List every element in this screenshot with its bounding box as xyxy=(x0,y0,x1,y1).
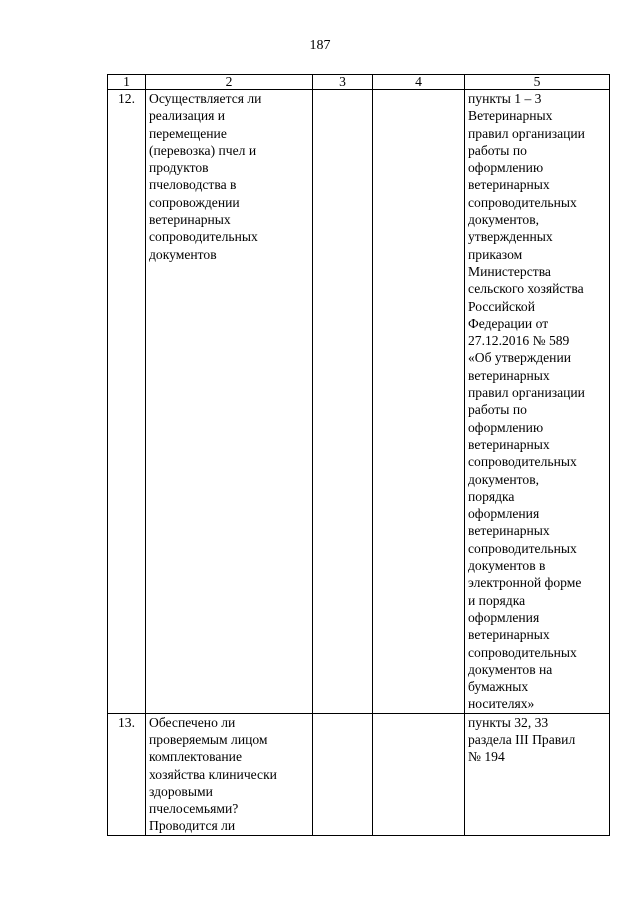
answer-cell-3 xyxy=(313,90,373,714)
legal-reference: пункты 1 – 3 Ветеринарных правил организации работы по оформлению ветеринарных сопроводительных документов, утвержденных приказом Министерства сельского хозяйства Российской Федерации от 27.12.2016 № 589 «Об утверждении ветеринарных правил организации работы по оформлению ветеринарных сопроводительных документов, порядка оформления ветеринарных сопроводительных документов в электронной форме и порядка оформления ветеринарных сопроводительных документов на бумажных носителях» xyxy=(465,90,610,714)
row-number: 13. xyxy=(108,713,146,835)
checklist-table xyxy=(107,74,610,836)
header-cell-2: 2 xyxy=(146,75,313,90)
question-text: Осуществляется ли реализация и перемещение (перевозка) пчел и продуктов пчеловодства в сопровождении ветеринарных сопроводительных документов xyxy=(146,90,313,714)
header-cell-5: 5 xyxy=(465,75,610,90)
answer-cell-3 xyxy=(313,713,373,835)
legal-reference: пункты 32, 33 раздела III Правил № 194 xyxy=(465,713,610,835)
answer-cell-4 xyxy=(373,713,465,835)
table-row xyxy=(108,90,610,714)
answer-cell-4 xyxy=(373,90,465,714)
table-header-row xyxy=(108,75,610,90)
header-cell-3: 3 xyxy=(313,75,373,90)
header-cell-4: 4 xyxy=(373,75,465,90)
page-number: 187 xyxy=(309,38,331,53)
question-text: Обеспечено ли проверяемым лицом комплектование хозяйства клинически здоровыми пчелосемьями? Проводится ли xyxy=(146,713,313,835)
header-cell-1: 1 xyxy=(108,75,146,90)
row-number: 12. xyxy=(108,90,146,714)
table-row xyxy=(108,713,610,835)
